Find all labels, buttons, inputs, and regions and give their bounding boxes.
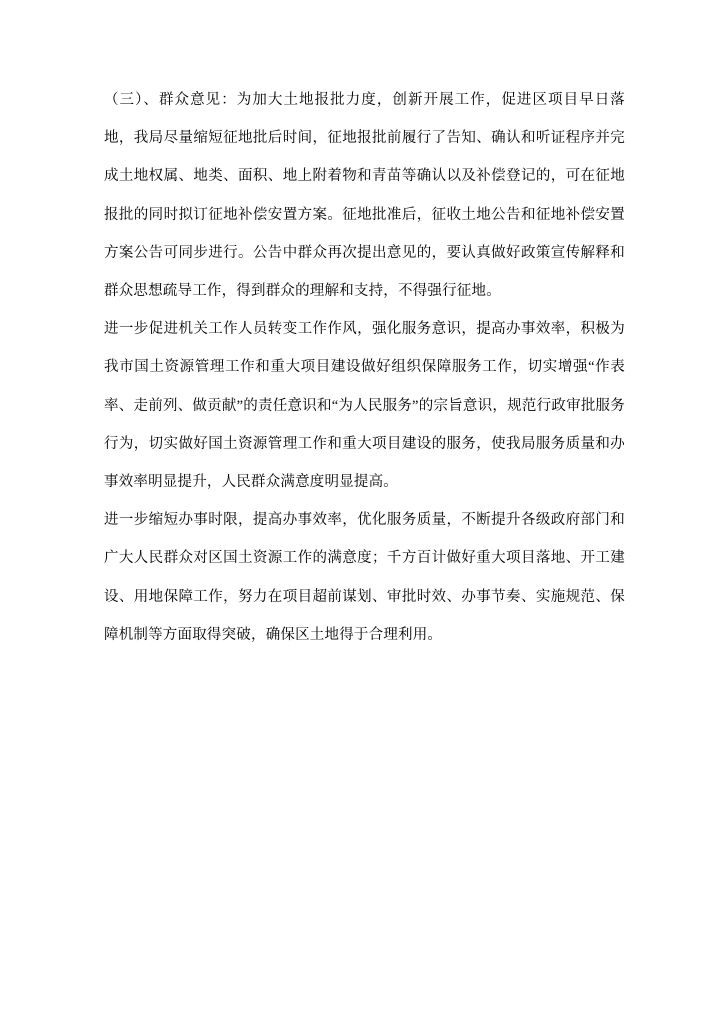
document-body [104, 81, 625, 654]
paragraph-mass-opinions: （三）、群众意见：为加大土地报批力度，创新开展工作，促进区项目早日落地，我局尽量缩短征地批后时间，征地报批前履行了告知、确认和听证程序并完成土地权属、地类、面积、地上附着物和青苗等确认以及补偿登记的，可在征地报批的同时拟订征地补偿安置方案。征地批准后，征收土地公告和征地补偿安置方案公告可同步进行。公告中群众再次提出意见的，要认真做好政策宣传解释和群众思想疏导工作，得到群众的理解和支持，不得强行征地。 [104, 92, 625, 300]
paragraph-service-time-limit: 进一步缩短办事时限，提高办事效率，优化服务质量，不断提升各级政府部门和广大人民群众对区国土资源工作的满意度；千方百计做好重大项目落地、开工建设、用地保障工作，努力在项目超前谋划、审批时效、办事节奏、实施规范、保障机制等方面取得突破，确保区土地得于合理利用。 [104, 512, 625, 643]
paragraph-work-style: 进一步促进机关工作人员转变工作作风，强化服务意识，提高办事效率，积极为我市国土资源管理工作和重大项目建设做好组织保障服务工作，切实增强“作表率、走前列、做贡献”的责任意识和“为人民服务”的宗旨意识，规范行政审批服务行为，切实做好国土资源管理工作和重大项目建设的服务，使我局服务质量和办事效率明显提升，人民群众满意度明显提高。 [104, 321, 625, 491]
